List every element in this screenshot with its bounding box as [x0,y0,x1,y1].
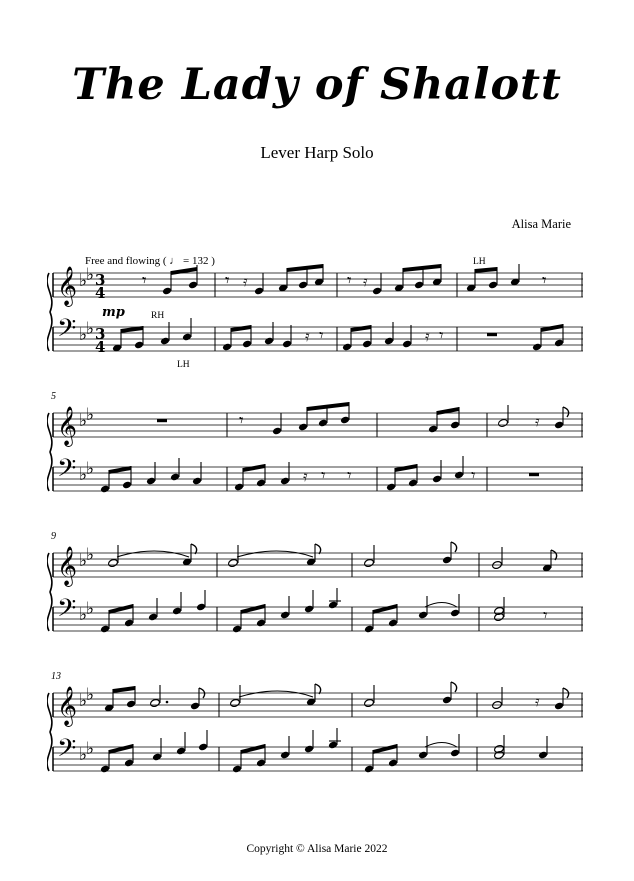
staff-system-2 [47,395,587,510]
measure-number-5: 5 [51,391,56,402]
hand-label-rh: RH [151,311,165,321]
svg-text:♭: ♭ [79,691,88,711]
music-system-4 [47,671,587,790]
svg-text:𝄾: 𝄾 [439,326,444,346]
svg-text:𝄾: 𝄾 [225,271,230,291]
svg-text:𝄞: 𝄞 [57,406,78,446]
svg-text:𝄞: 𝄞 [57,686,78,726]
svg-text:𝄾: 𝄾 [543,606,548,626]
svg-text:♭: ♭ [79,411,88,431]
subtitle: Lever Harp Solo [260,143,374,162]
svg-text:𝄾: 𝄾 [542,271,547,291]
svg-text:𝄿: 𝄿 [363,272,368,290]
svg-text:4: 4 [95,284,106,302]
svg-text:𝄿: 𝄿 [303,467,308,485]
composer-credit: Alisa Marie [511,217,571,231]
svg-text:𝄾: 𝄾 [347,271,352,291]
svg-text:♭: ♭ [86,319,95,339]
dynamic-mp: mp [102,305,125,320]
svg-text:♭: ♭ [79,465,88,485]
svg-text:𝄢: 𝄢 [57,734,77,769]
music-system-3 [47,531,587,650]
copyright-notice: Copyright © Alisa Marie 2022 [246,843,388,855]
svg-text:3: 3 [95,271,106,289]
svg-text:𝄾: 𝄾 [347,466,352,486]
svg-text:♭: ♭ [86,599,95,619]
svg-text:𝄾: 𝄾 [471,466,476,486]
svg-text:𝄿: 𝄿 [425,327,430,345]
measure-number-9: 9 [51,531,56,542]
staff-system-1 [47,255,587,370]
measure-number-13: 13 [51,671,61,682]
svg-text:♭: ♭ [86,545,95,565]
music-system-2 [47,391,587,510]
svg-text:𝄿: 𝄿 [305,327,310,345]
staff-system-3 [47,535,587,650]
svg-text:𝄿: 𝄿 [535,692,540,710]
svg-text:♭: ♭ [79,551,88,571]
svg-text:𝄾: 𝄾 [321,466,326,486]
svg-text:𝄢: 𝄢 [57,454,77,489]
svg-text:𝄾: 𝄾 [319,326,324,346]
svg-text:♭: ♭ [86,459,95,479]
svg-text:𝄾: 𝄾 [142,271,147,291]
svg-text:𝄞: 𝄞 [57,546,78,586]
svg-text:𝄿: 𝄿 [243,272,248,290]
svg-text:♭: ♭ [86,265,95,285]
svg-text:3: 3 [95,325,106,343]
svg-text:♭: ♭ [86,405,95,425]
svg-text:♭: ♭ [79,325,88,345]
svg-text:4: 4 [95,338,106,356]
svg-text:♭: ♭ [79,745,88,765]
svg-text:𝄞: 𝄞 [57,266,78,306]
svg-text:♭: ♭ [86,739,95,759]
hand-label-lh-2: LH [473,257,486,267]
hand-label-lh: LH [177,360,190,370]
svg-text:𝄿: 𝄿 [535,412,540,430]
svg-text:♭: ♭ [79,271,88,291]
page-title: The Lady of Shalott [72,60,562,110]
svg-text:𝄾: 𝄾 [239,411,244,431]
tempo-marking: Free and flowing ( ♩ = 132 ) [85,255,215,267]
svg-text:♭: ♭ [79,605,88,625]
svg-text:𝄢: 𝄢 [57,594,77,629]
svg-text:𝄢: 𝄢 [57,314,77,349]
music-system-1 [47,255,587,370]
staff-system-4 [47,675,587,790]
svg-text:♭: ♭ [86,685,95,705]
